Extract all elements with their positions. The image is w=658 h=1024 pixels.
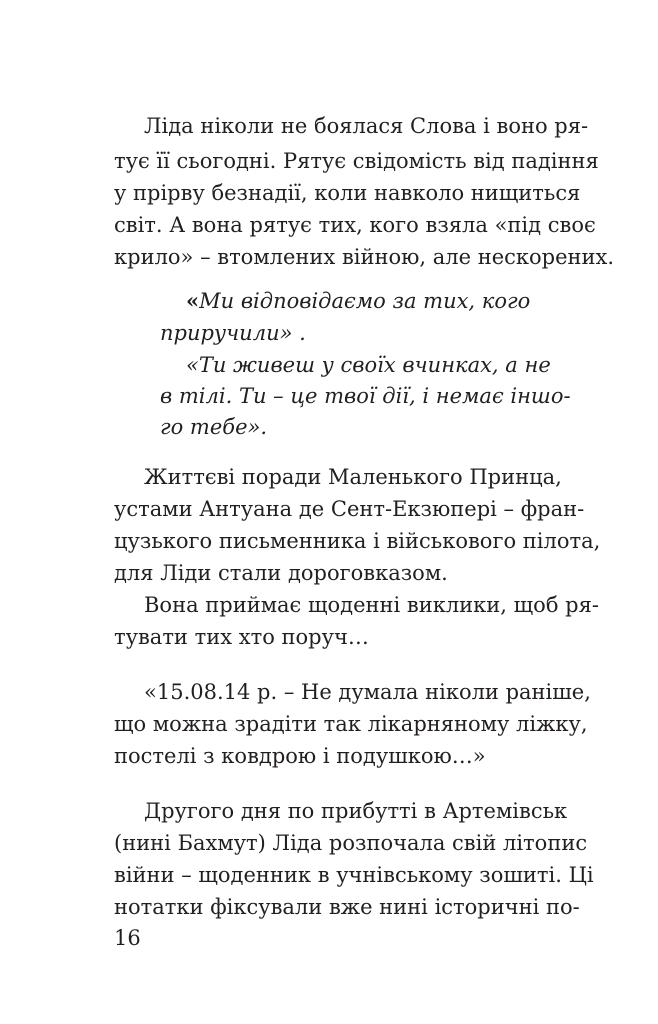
paragraph-3-line-1: Вона приймає щоденні виклики, щоб ря-: [144, 593, 599, 617]
quote-open-mark: «: [186, 288, 200, 313]
paragraph-2-line-3: цузького письменника і військового пілота,: [114, 529, 601, 553]
paragraph-2-line-4: для Ліди стали дороговказом.: [114, 561, 448, 585]
paragraph-1-line-4: світ. А вона рятує тих, кого взяла «під своє: [114, 213, 596, 237]
paragraph-5-line-1: Другого дня по прибутті в Артемівськ: [144, 799, 568, 823]
paragraph-5-line-4: нотатки фіксували вже нині історичні по-: [114, 895, 580, 919]
paragraph-4-line-3: постелі з ковдрою і подушкою…»: [114, 744, 486, 768]
paragraph-1-line-1: Ліда ніколи не боялася Слова і воно ря-: [144, 114, 589, 138]
quote-line-2: приручили» .: [160, 321, 306, 345]
paragraph-5-line-3: війни – щоденник в учнівському зошиті. Ці: [114, 863, 594, 887]
paragraph-3-line-2: тувати тих хто поруч…: [114, 625, 369, 649]
quote-line-5: го тебе».: [160, 415, 268, 439]
quote-line-4: в тілі. Ти – це твої дії, і немає іншо-: [160, 384, 571, 408]
paragraph-2-line-1: Життєві поради Маленького Принца,: [144, 465, 562, 489]
paragraph-5-line-2: (нині Бахмут) Ліда розпочала свій літопис: [114, 831, 588, 855]
paragraph-4-line-2: що можна зрадіти так лікарняному ліжку,: [114, 712, 588, 736]
quote-line-1-text: Ми відповідаємо за тих, кого: [199, 289, 531, 313]
quote-line-1: [160, 286, 531, 316]
paragraph-1-line-2: тує її сьогодні. Рятує свідомість від падіння: [114, 149, 599, 173]
paragraph-1-line-5: крило» – втомлених війною, але нескорених.: [114, 245, 615, 269]
page-number: 16: [114, 926, 141, 950]
paragraph-2-line-2: устами Антуана де Сент-Екзюпері – фран-: [114, 497, 585, 521]
paragraph-4-line-1: «15.08.14 р. – Не думала ніколи раніше,: [144, 680, 591, 704]
paragraph-1-line-3: у прірву безнадії, коли навколо нищиться: [114, 181, 581, 205]
quote-line-3: «Ти живеш у своїх вчинках, а не: [186, 353, 551, 377]
